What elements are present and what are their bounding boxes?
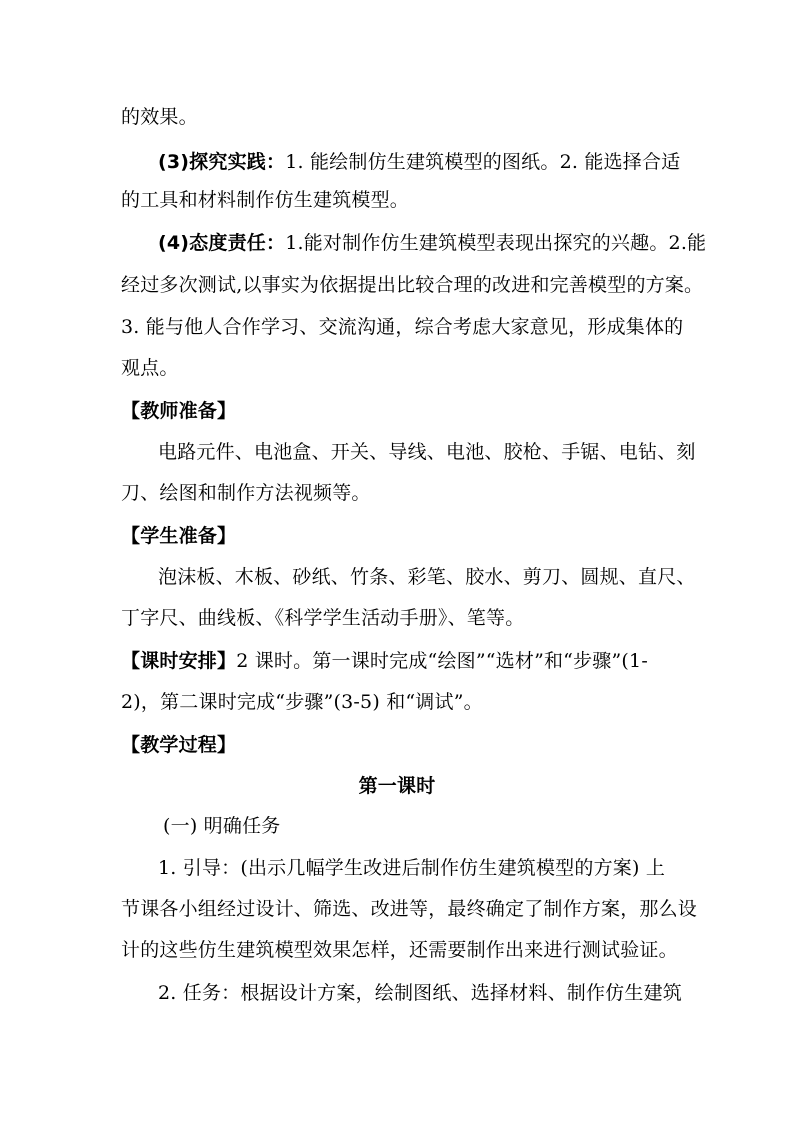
schedule-label: 【课时安排】 [121, 650, 237, 672]
inquiry-practice-text: 1. 能绘制仿生建筑模型的图纸。2. 能选择合适 [285, 151, 681, 173]
text-line: 3. 能与他人合作学习、交流沟通，综合考虑大家意见，形成集体的 [121, 316, 684, 338]
attitude-label: (4)态度责任： [158, 232, 286, 254]
text-line: 经过多次测试,以事实为依据提出比较合理的改进和完善模型的方案。 [121, 274, 704, 296]
section-heading: (一) 明确任务 [163, 815, 281, 837]
text-line-inquiry-practice [158, 149, 680, 175]
text-line-attitude [158, 230, 706, 256]
text-line: 电路元件、电池盒、开关、导线、电池、胶枪、手锯、电钻、刻 [158, 441, 696, 463]
text-line: 的效果。 [121, 106, 198, 128]
text-line: 2)，第二课时完成“步骤”(3-5) 和“调试”。 [121, 691, 483, 713]
text-line: 泡沫板、木板、砂纸、竹条、彩笔、胶水、剪刀、圆规、直尺、 [158, 566, 696, 588]
process-heading: 【教学过程】 [121, 734, 237, 756]
text-line: 1. 引导：(出示几幅学生改进后制作仿生建筑模型的方案) 上 [158, 857, 666, 879]
schedule-line [121, 648, 648, 674]
text-line: 节课各小组经过设计、筛选、改进等，最终确定了制作方案，那么设 [121, 898, 698, 920]
attitude-text: 1.能对制作仿生建筑模型表现出探究的兴趣。2.能 [285, 232, 707, 254]
text-line: 计的这些仿生建筑模型效果怎样，还需要制作出来进行测试验证。 [121, 939, 678, 961]
text-line: 刀、绘图和制作方法视频等。 [121, 482, 371, 504]
text-line: 丁字尺、曲线板、《科学学生活动手册》、笔等。 [121, 607, 525, 629]
text-line: 的工具和材料制作仿生建筑模型。 [121, 189, 410, 211]
student-prep-heading: 【学生准备】 [121, 525, 237, 547]
schedule-text: 2 课时。第一课时完成“绘图”“选材”和“步骤”(1- [236, 650, 648, 672]
teacher-prep-heading: 【教师准备】 [121, 400, 237, 422]
text-line: 观点。 [121, 357, 179, 379]
inquiry-practice-label: (3)探究实践： [158, 151, 286, 173]
text-line: 2. 任务：根据设计方案，绘制图纸、选择材料、制作仿生建筑 [158, 982, 682, 1004]
lesson-title: 第一课时 [358, 775, 436, 797]
